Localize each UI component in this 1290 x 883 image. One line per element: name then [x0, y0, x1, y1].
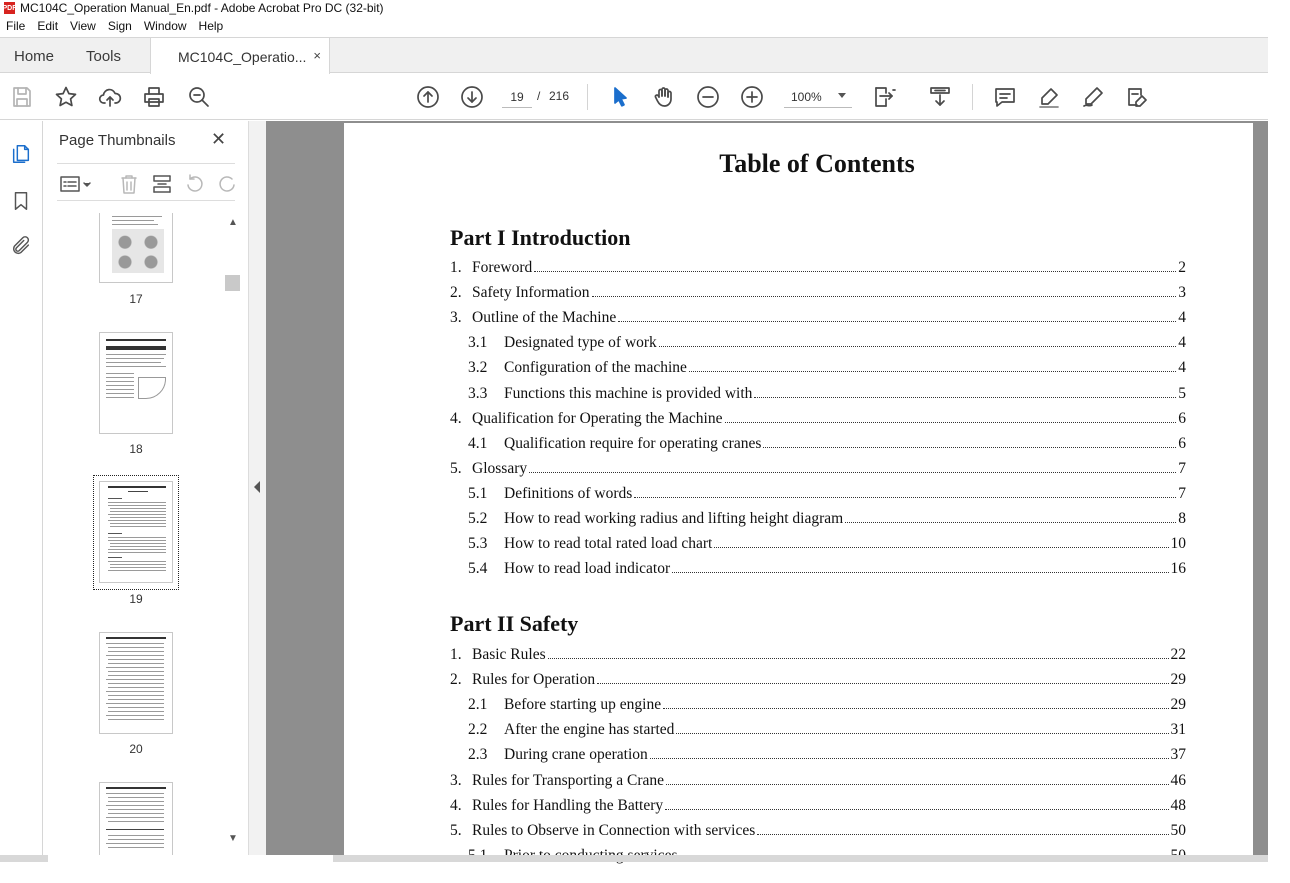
bookmarks-icon[interactable]	[8, 188, 34, 214]
toc-entry[interactable]	[450, 696, 1186, 716]
toc-entry-page: 4	[1178, 334, 1186, 352]
toc-entry-number: 2.3	[468, 746, 488, 764]
toc-entry-page: 10	[1170, 535, 1186, 553]
toc-dot-leader	[663, 708, 1168, 709]
toc-dot-leader	[659, 346, 1176, 347]
toc-entry-page: 4	[1178, 309, 1186, 327]
scroll-up-icon[interactable]: ▲	[228, 217, 238, 228]
toc-entry-title: Functions this machine is provided with	[504, 384, 753, 402]
toc-dot-leader	[548, 658, 1169, 659]
select-cursor-icon[interactable]	[607, 84, 633, 110]
toc-entry[interactable]	[450, 510, 1186, 530]
toc-entry[interactable]	[450, 334, 1186, 354]
toc-entry[interactable]	[450, 385, 1186, 405]
toc-entry-title: Designated type of work	[504, 334, 657, 352]
cloud-upload-icon[interactable]	[97, 84, 123, 110]
toc-entry-title: After the engine has started	[504, 721, 675, 739]
toc-dot-leader	[529, 472, 1176, 473]
toc-entry-number: 3.	[450, 309, 462, 327]
toc-entry[interactable]	[450, 284, 1186, 304]
part-heading: Part II Safety	[450, 611, 579, 636]
menu-bar	[0, 16, 1268, 36]
scroll-down-icon[interactable]: ▼	[228, 833, 238, 844]
rotate-left-icon[interactable]	[184, 173, 206, 195]
toc-entry[interactable]	[450, 460, 1186, 480]
acrobat-logo-icon: PDF	[4, 2, 15, 14]
delete-icon[interactable]	[118, 173, 140, 195]
toc-entry[interactable]	[450, 435, 1186, 455]
toc-entry[interactable]	[450, 259, 1186, 279]
toc-entry-number: 5.3	[468, 535, 488, 553]
page-label-18: 18	[129, 442, 143, 456]
tab-bar	[0, 37, 1268, 73]
page-thumbnail-20[interactable]	[99, 632, 173, 734]
toc-entry-title: Configuration of the machine	[504, 359, 687, 377]
toc-entry-page: 31	[1170, 721, 1186, 739]
toc-entry[interactable]	[450, 721, 1186, 741]
toc-entry-title: Definitions of words	[504, 484, 633, 502]
close-icon[interactable]: ✕	[211, 129, 227, 149]
toc-entry[interactable]	[450, 822, 1186, 842]
toc-entry-number: 1.	[450, 646, 462, 663]
toc-entry-title: Rules to Observe in Connection with services	[472, 821, 756, 839]
panel-collapse-handle[interactable]	[248, 121, 266, 855]
page-thumbnail-17[interactable]	[99, 213, 173, 283]
bookmark-star-icon[interactable]	[53, 84, 79, 110]
menu-edit[interactable]: Edit	[37, 19, 59, 33]
tab-home[interactable]: Home	[14, 47, 55, 65]
panel-title: Page Thumbnails	[59, 132, 176, 149]
toc-entry[interactable]	[450, 671, 1186, 691]
toc-entry[interactable]	[450, 359, 1186, 379]
toc-dot-leader	[597, 683, 1168, 684]
zoom-out-icon[interactable]	[695, 84, 721, 110]
toc-entry[interactable]	[450, 646, 1186, 666]
scroll-mode-icon[interactable]	[927, 84, 953, 110]
next-page-icon[interactable]	[459, 84, 485, 110]
window-titlebar	[0, 0, 1268, 16]
page-title: Table of Contents	[719, 149, 915, 178]
page-label-17: 17	[129, 292, 143, 306]
toc-dot-leader	[666, 784, 1168, 785]
toc-entry-page: 48	[1170, 796, 1186, 814]
insert-page-icon[interactable]	[151, 173, 173, 195]
toc-dot-leader	[650, 758, 1169, 759]
toc-entry-page: 7	[1178, 484, 1186, 502]
page-thumbnail-19[interactable]	[99, 481, 173, 583]
toc-entry-number: 1.	[450, 259, 462, 276]
status-strip	[0, 855, 1268, 862]
toc-entry-page: 16	[1170, 560, 1186, 578]
page-label-20: 20	[129, 742, 143, 756]
chevron-down-icon	[838, 93, 846, 98]
toc-entry-page: 29	[1170, 696, 1186, 714]
part-heading: Part I Introduction	[450, 225, 631, 250]
toc-entry-number: 5.4	[468, 560, 488, 578]
thumbnails-toolbar	[57, 163, 235, 201]
page-thumbnails-icon[interactable]	[8, 141, 34, 167]
page-thumbnail-21[interactable]	[99, 782, 173, 855]
toc-entry-page: 7	[1178, 459, 1186, 477]
collapse-left-icon[interactable]	[254, 481, 260, 493]
tab-close-icon[interactable]: ×	[313, 48, 321, 63]
toc-entry[interactable]	[450, 309, 1186, 329]
toc-entry-page: 4	[1178, 359, 1186, 377]
toc-entry-number: 3.2	[468, 359, 488, 377]
toc-entry[interactable]	[450, 535, 1186, 555]
toc-entry-page: 29	[1170, 671, 1186, 689]
toc-entry-title: Outline of the Machine	[472, 309, 617, 327]
toc-dot-leader	[676, 733, 1168, 734]
page-separator: /	[537, 89, 541, 103]
menu-window[interactable]: Window	[143, 19, 187, 33]
toc-entry-title: Rules for Operation	[472, 671, 596, 689]
thumbnails-scrollbar[interactable]	[225, 213, 240, 853]
fill-sign-icon[interactable]	[1124, 84, 1150, 110]
toc-entry-number: 5.2	[468, 510, 488, 527]
hand-tool-icon[interactable]	[651, 84, 677, 110]
toc-entry-title: How to read load indicator	[504, 560, 671, 578]
rotate-right-icon[interactable]	[216, 173, 234, 195]
print-icon[interactable]	[141, 84, 167, 110]
save-icon[interactable]	[9, 84, 35, 110]
highlight-icon[interactable]	[1036, 84, 1062, 110]
search-icon[interactable]	[186, 84, 212, 110]
toc-dot-leader	[714, 547, 1168, 548]
toc-entry-title: Glossary	[472, 459, 528, 477]
menu-help[interactable]: Help	[198, 19, 224, 33]
toc-entry-number: 3.3	[468, 384, 488, 402]
toc-entry-page: 22	[1170, 646, 1186, 663]
toc-entry-page: 6	[1178, 434, 1186, 452]
toc-entry-number: 3.1	[468, 334, 488, 352]
toc-entry-number: 2.1	[468, 696, 488, 714]
toc-dot-leader	[592, 296, 1177, 297]
toc-dot-leader	[618, 321, 1176, 322]
toc-entry-title: Basic Rules	[472, 646, 546, 663]
toc-entry-title: Rules for Handling the Battery	[472, 796, 664, 814]
page-fit-icon[interactable]	[871, 84, 897, 110]
zoom-value: 100%	[791, 89, 822, 104]
toc-entry-title: Rules for Transporting a Crane	[472, 771, 665, 789]
menu-sign[interactable]: Sign	[107, 19, 132, 33]
toc-entry-number: 5.	[450, 821, 462, 839]
toc-entry-title: How to read total rated load chart	[504, 535, 713, 553]
previous-page-icon[interactable]	[415, 84, 441, 110]
toc-entry-title: Foreword	[472, 259, 533, 276]
toc-entry-title: Qualification for Operating the Machine	[472, 409, 723, 427]
draw-icon[interactable]	[1080, 84, 1106, 110]
toc-entry-page: 3	[1178, 284, 1186, 302]
window-title: MC104C_Operation Manual_En.pdf - Adobe Acrobat Pro DC (32-bit)	[20, 1, 384, 15]
toc-entry-number: 4.	[450, 796, 462, 814]
toc-entry-page: 2	[1178, 259, 1186, 276]
toc-entry-number: 2.2	[468, 721, 488, 739]
toc-dot-leader	[665, 809, 1168, 810]
tab-document[interactable]	[150, 38, 330, 75]
toc-entry-number: 3.	[450, 771, 462, 789]
toc-dot-leader	[757, 834, 1168, 835]
toc-entry[interactable]	[450, 797, 1186, 817]
toc-dot-leader	[725, 422, 1177, 423]
zoom-dropdown[interactable]	[784, 86, 852, 108]
toc-entry-number: 5.	[450, 459, 462, 477]
toc-entry-number: 2.	[450, 284, 462, 302]
toc-entry[interactable]	[450, 485, 1186, 505]
toc-entry-title: Safety Information	[472, 284, 590, 302]
toc-entry-number: 5.1	[468, 484, 488, 502]
toc-dot-leader	[754, 397, 1176, 398]
toc-entry-page: 50	[1170, 821, 1186, 839]
toc-entry-number: 4.1	[468, 434, 488, 452]
tab-tools[interactable]: Tools	[86, 47, 122, 65]
toc-entry-page: 6	[1178, 409, 1186, 427]
toc-dot-leader	[672, 572, 1168, 573]
toc-dot-leader	[845, 522, 1176, 523]
options-menu-icon[interactable]	[59, 173, 93, 195]
toc-entry[interactable]	[450, 410, 1186, 430]
page-number-input[interactable]	[502, 86, 532, 108]
page-count: 216	[549, 89, 570, 103]
comment-icon[interactable]	[992, 84, 1018, 110]
toc-entry-page: 46	[1170, 771, 1186, 789]
scrollbar-thumb[interactable]	[225, 275, 240, 291]
viewer-scrollbar[interactable]	[1253, 121, 1268, 855]
navigation-rail	[0, 121, 43, 855]
toc-entry-title: During crane operation	[504, 746, 648, 764]
toc-entry-number: 2.	[450, 671, 462, 689]
zoom-in-icon[interactable]	[739, 84, 765, 110]
toolbar-divider	[587, 84, 588, 110]
document-viewer[interactable]	[266, 121, 1268, 855]
toc-dot-leader	[763, 447, 1176, 448]
menu-view[interactable]: View	[70, 19, 96, 33]
pdf-page	[344, 123, 1253, 883]
toc-entry[interactable]	[450, 772, 1186, 792]
toc-entry-title: Qualification require for operating cranes	[504, 434, 762, 452]
toc-dot-leader	[634, 497, 1176, 498]
toc-entry-number: 4.	[450, 409, 462, 427]
toc-entry-title: Before starting up engine	[504, 696, 662, 714]
menu-file[interactable]: File	[6, 19, 26, 33]
page-label-19: 19	[129, 592, 143, 606]
toc-entry[interactable]	[450, 560, 1186, 580]
toc-entry-page: 8	[1178, 510, 1186, 527]
main-toolbar	[0, 74, 1268, 120]
toc-entry-page: 5	[1178, 384, 1186, 402]
toc-entry-page: 37	[1170, 746, 1186, 764]
toc-entry[interactable]	[450, 746, 1186, 766]
status-area	[48, 855, 333, 862]
page-thumbnail-18[interactable]	[99, 332, 173, 434]
toc-dot-leader	[689, 371, 1176, 372]
attachments-icon[interactable]	[8, 233, 34, 259]
toc-dot-leader	[534, 271, 1176, 272]
toc-entry-title: How to read working radius and lifting height diagram	[504, 510, 844, 527]
tab-document-label: MC104C_Operatio...	[178, 48, 307, 65]
toolbar-divider	[972, 84, 973, 110]
